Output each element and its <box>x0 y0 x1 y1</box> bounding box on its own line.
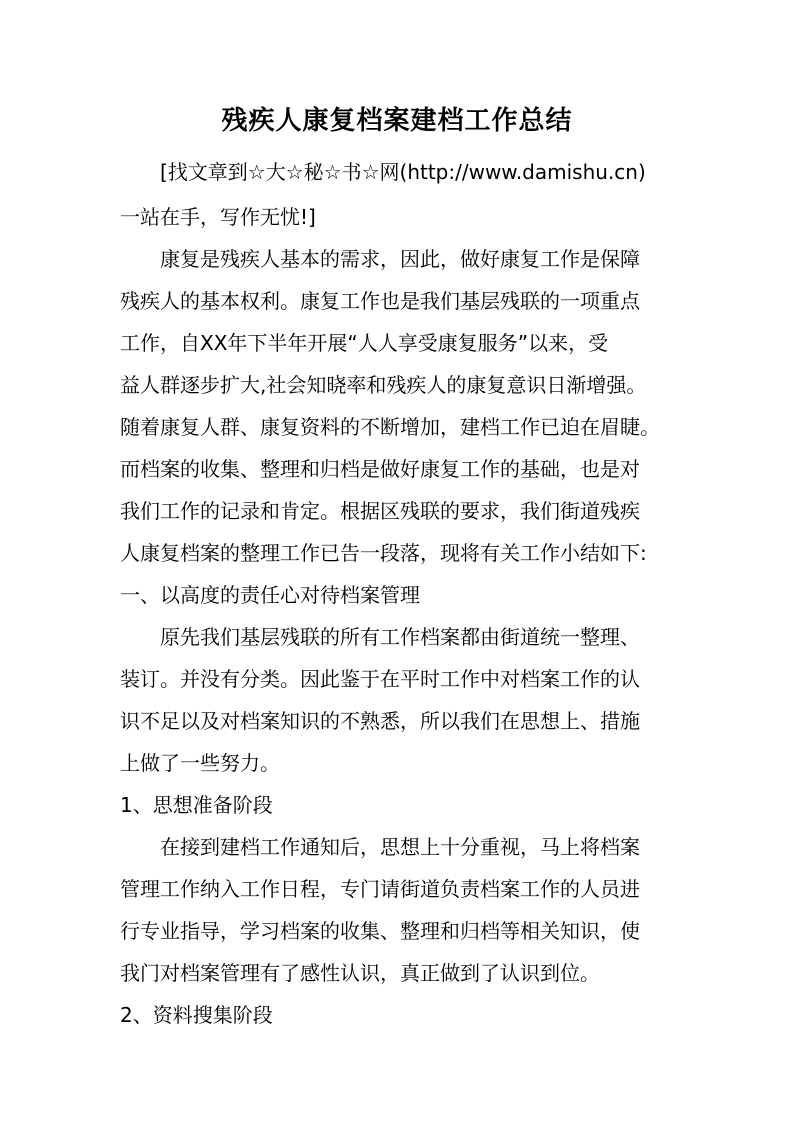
text-line: 在接到建档工作通知后，思想上十分重视，马上将档案 <box>160 835 640 859</box>
text-line: 装订。并没有分类。因此鉴于在平时工作中对档案工作的认 <box>120 667 640 691</box>
text-line: 我门对档案管理有了感性认识，真正做到了认识到位。 <box>120 961 600 985</box>
text-line: 随着康复人群、康复资料的不断增加，建档工作已迫在眉睫。 <box>120 415 660 439</box>
text-line: 识不足以及对档案知识的不熟悉，所以我们在思想上、措施 <box>120 709 640 733</box>
document-title: 残疾人康复档案建档工作总结 <box>221 106 573 136</box>
text-line: 益人群逐步扩大,社会知晓率和残疾人的康复意识日渐增强。 <box>120 373 647 397</box>
text-line: 行专业指导，学习档案的收集、整理和归档等相关知识，使 <box>120 919 640 943</box>
text-line: 我们工作的记录和肯定。根据区残联的要求，我们街道残疾 <box>120 499 640 523</box>
text-line: 工作，自XX年下半年开展“人人享受康复服务”以来，受 <box>120 331 609 355</box>
text-line: 残疾人的基本权利。康复工作也是我们基层残联的一项重点 <box>120 289 640 313</box>
text-line: 上做了一些努力。 <box>120 751 280 775</box>
text-line: 管理工作纳入工作日程，专门请街道负责档案工作的人员进 <box>120 877 640 901</box>
section-heading: 一、以高度的责任心对待档案管理 <box>120 583 420 607</box>
text-line: 人康复档案的整理工作已告一段落，现将有关工作小结如下: <box>120 541 647 565</box>
text-line: 原先我们基层残联的所有工作档案都由街道统一整理、 <box>160 625 640 649</box>
subsection-heading: 2、资料搜集阶段 <box>120 1003 273 1027</box>
subsection-heading: 1、思想准备阶段 <box>120 793 273 817</box>
text-line: [找文章到☆大☆秘☆书☆网(http://www.damishu.cn) <box>160 160 646 184</box>
text-line: 而档案的收集、整理和归档是做好康复工作的基础，也是对 <box>120 457 640 481</box>
text-line: 一站在手，写作无忧!] <box>120 205 316 229</box>
text-line: 康复是残疾人基本的需求，因此，做好康复工作是保障 <box>160 247 640 271</box>
